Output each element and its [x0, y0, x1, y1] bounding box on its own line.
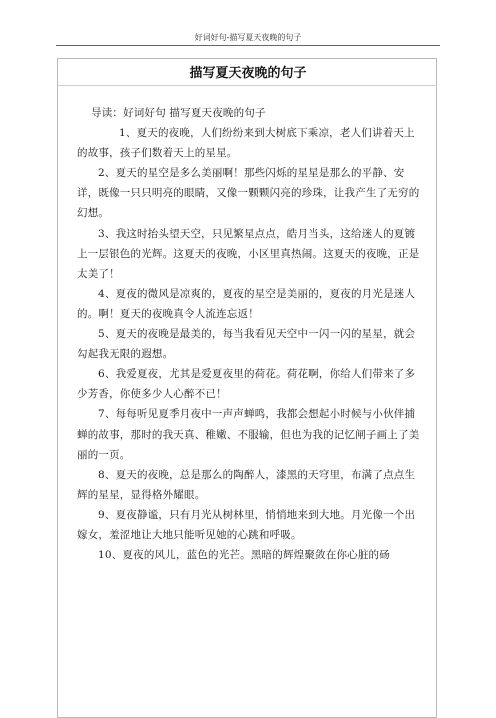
paragraph-2: 2、夏天的星空是多么美丽啊！那些闪烁的星星是那么的平静、安详，既像一只只明亮的眼睛，又像一颗颗闪亮的珍珠，让我产生了无穷的幻想。	[77, 167, 420, 220]
paragraph-4: 4、夏夜的微风是凉爽的，夏夜的星空是美丽的，夏夜的月光是迷人的。啊！夏天的夜晚真令人流连忘返！	[77, 287, 416, 320]
paragraph-3: 3、我这时抬头望天空，只见繁星点点，皓月当头，这给迷人的夏镀上一层银色的光辉。这夏天的夜晚，小区里真热闹。这夏天的夜晚，正是太美了！	[77, 227, 420, 280]
page-header: 好词好句-描写夏天夜晚的句子	[194, 33, 302, 42]
title-divider	[57, 85, 437, 86]
header-divider	[56, 45, 440, 46]
paragraph-1: 1、夏天的夜晚，人们纷纷来到大树底下乘凉，老人们讲着天上的故事，孩子们数着天上的星星。	[77, 127, 415, 160]
paragraph-10: 10、夏夜的风儿，蓝色的光芒。黑暗的辉煌聚敛在你心脏的砀	[98, 549, 390, 562]
paragraph-6: 6、我爱夏夜，尤其是爱夏夜里的荷花。荷花啊，你给人们带来了多少芳香，你使多少人心醉不已！	[77, 368, 416, 401]
paragraph-5: 5、夏天的夜晚是最美的，每当我看见天空中一闪一闪的星星，就会勾起我无限的遐想。	[77, 328, 416, 361]
intro-text: 导读：好词好句 描写夏天夜晚的句子	[91, 107, 266, 119]
paragraph-7: 7、每每听见夏季月夜中一声声蝉鸣，我都会想起小时候与小伙伴捕蝉的故事，那时的我天真、稚嫩、不服输，但也为我的记忆闸子画上了美丽的一页。	[77, 408, 420, 461]
document-title: 描写夏天夜晚的句子	[189, 66, 307, 81]
paragraph-9: 9、夏夜静谧，只有月光从树林里，悄悄地来到大地。月光像一个出嫁女，羞涩地让大地只能听见她的心跳和呼吸。	[77, 508, 416, 541]
document-body	[77, 103, 425, 565]
paragraph-8: 8、夏天的夜晚，总是那么的陶醉人，漆黑的天穹里，布满了点点生辉的星星，显得格外耀眼。	[77, 468, 416, 501]
